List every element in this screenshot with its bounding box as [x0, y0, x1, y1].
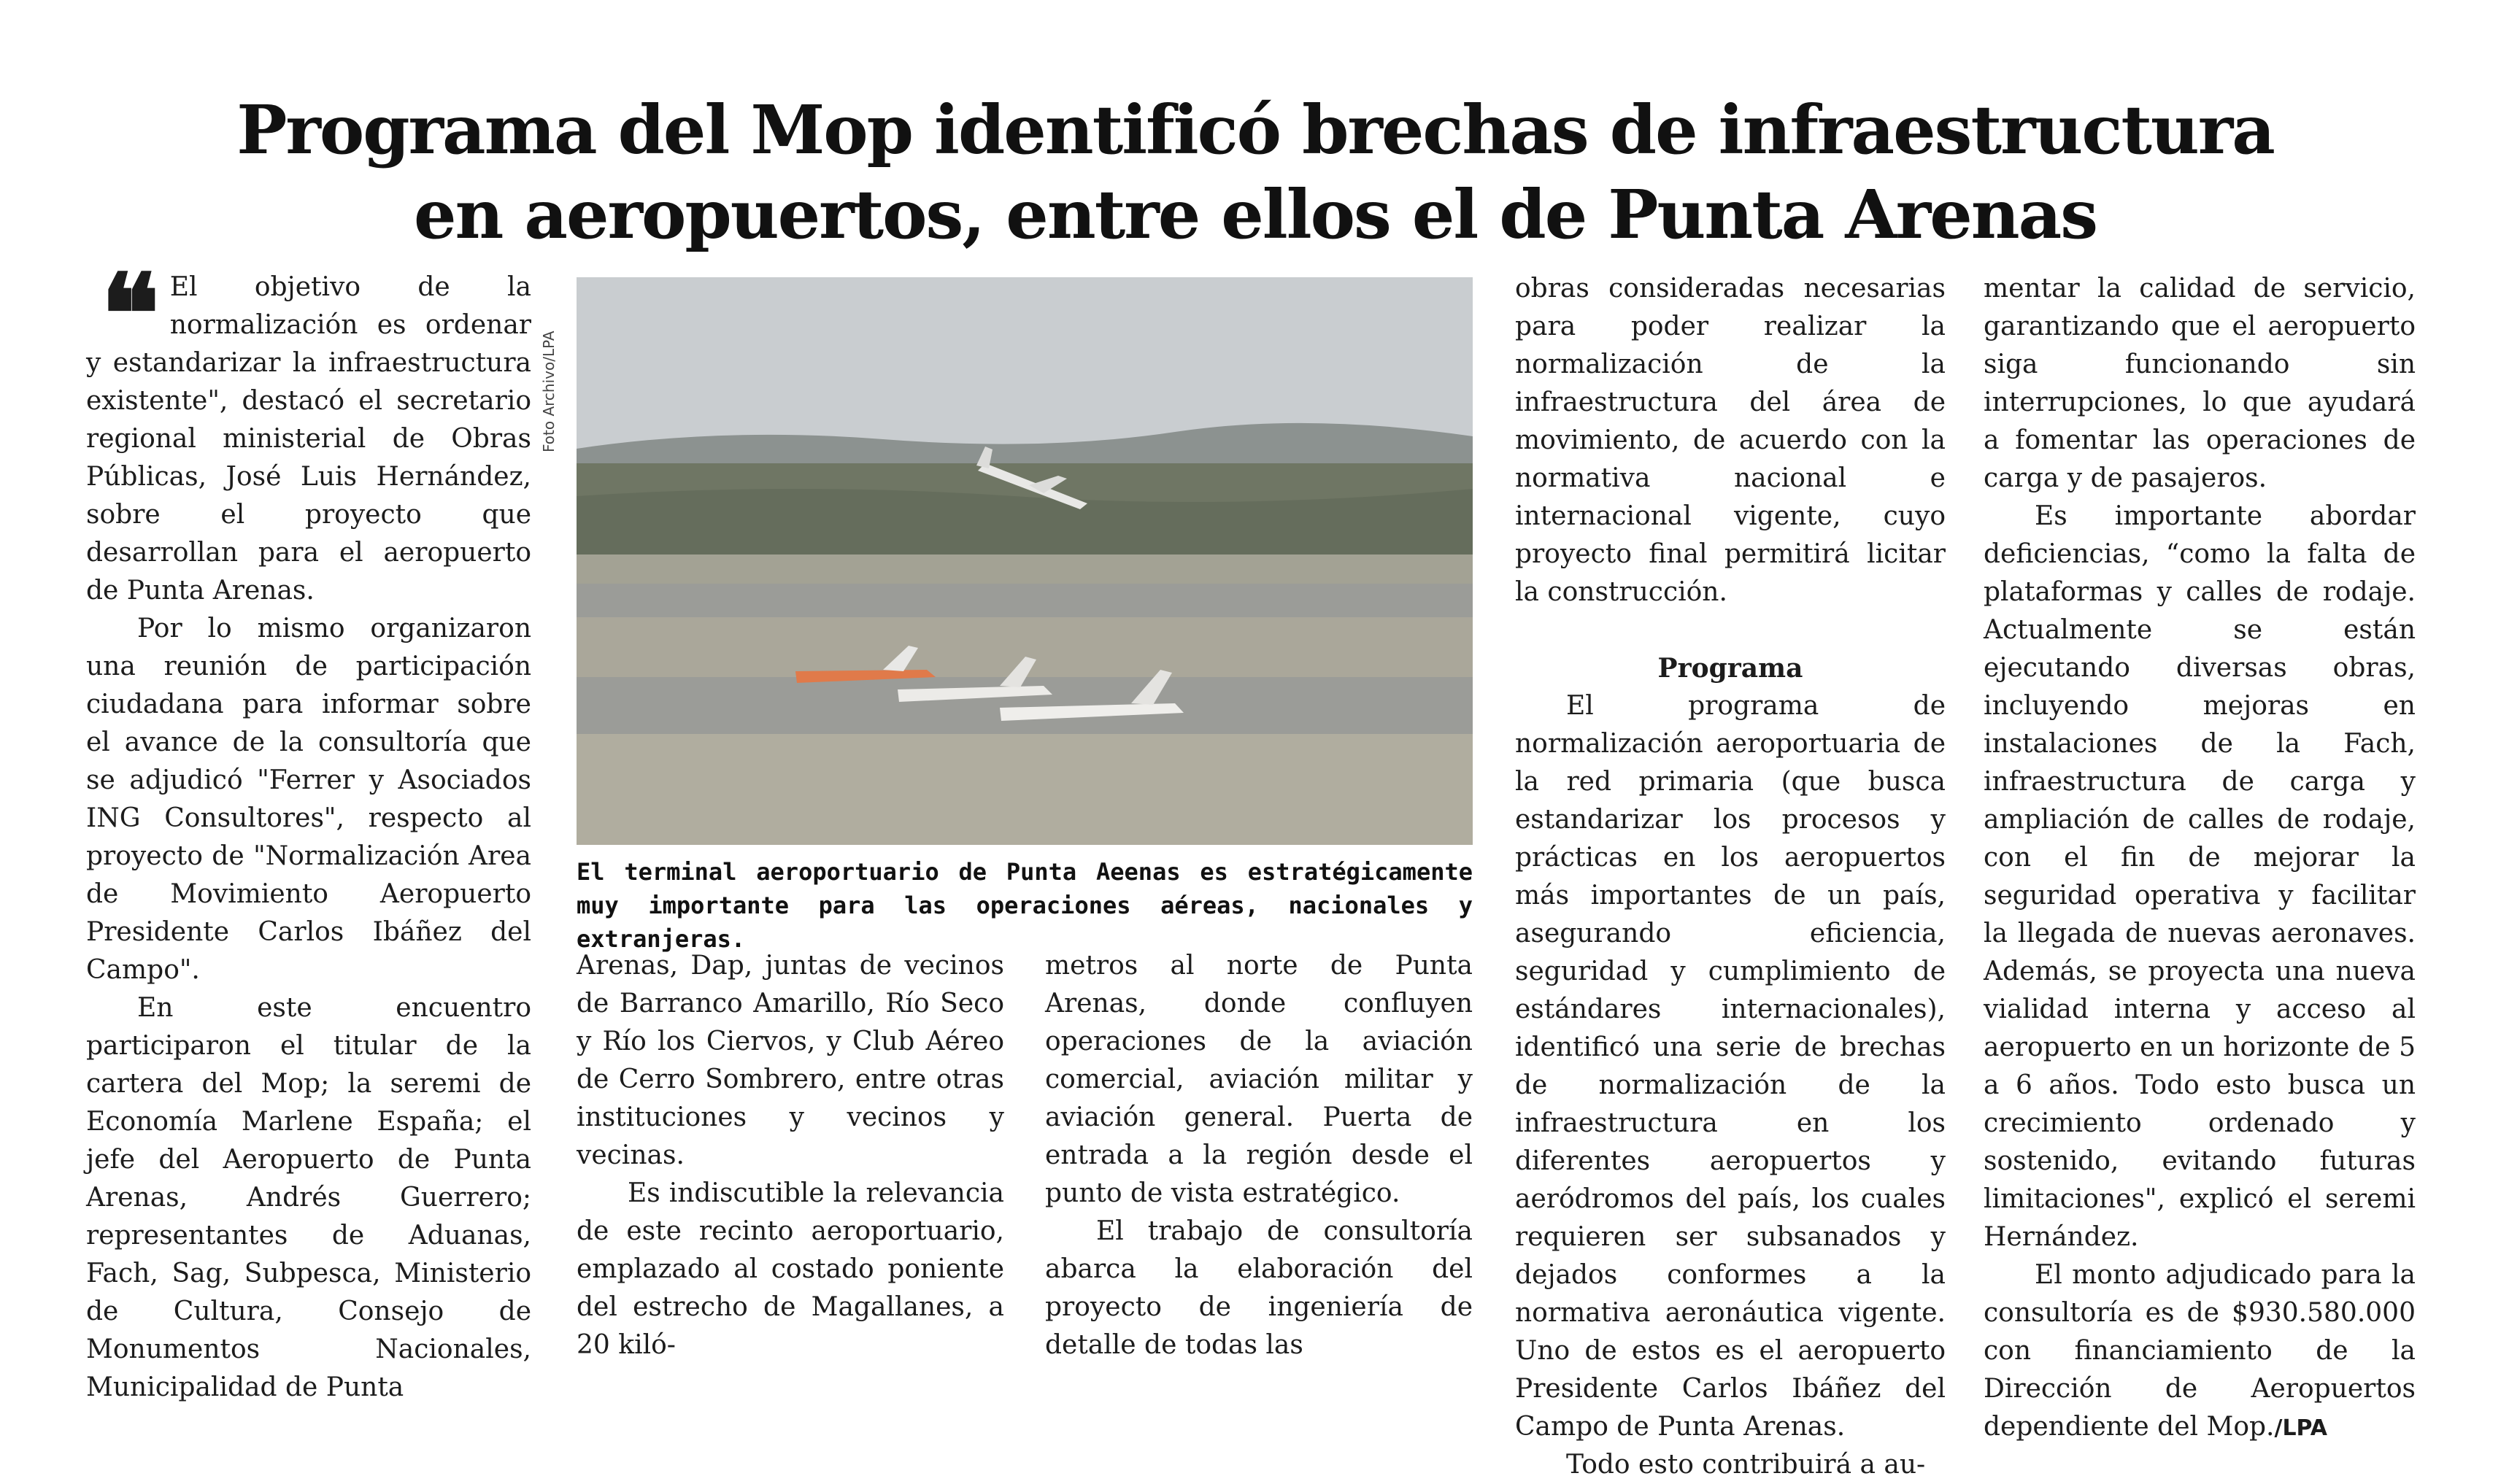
- paragraph: metros al norte de Punta Arenas, donde confluyen operaciones de la aviación comercial, aviación militar y aviación general. Puerta de entrada a la región desde el punto de vista estratégico.: [1045, 951, 1473, 1208]
- paragraph: En este encuentro participaron el titular de la cartera del Mop; la seremi de Economía Marlene España; el jefe del Aeropuerto de Punta Arenas, Andrés Guerrero; representantes de Aduanas, Fach, Sag, Subpesca, Ministerio de Cultura, Consejo de Monumentos Nacionales, Municipalidad de Punta: [86, 993, 531, 1402]
- paragraph: Arenas, Dap, juntas de vecinos de Barranco Amarillo, Río Seco y Río los Ciervos, y Club Aéreo de Cerro Sombrero, entre otras instituciones y vecinos y vecinas.: [577, 951, 1004, 1170]
- headline-line-1: Programa del Mop identificó brechas de infraestructura: [236, 90, 2274, 169]
- paragraph: El programa de normalización aeroportuaria de la red primaria (que busca estandarizar los procesos y prácticas en los aeropuertos más importantes de un país, asegurando eficiencia, seguridad y cumplimiento de estándares internacionales), identificó una serie de brechas de normalización de la infraestructura en los diferentes aeropuertos y aeródromos del país, los cuales requieren ser subsanados y dejados conformes a la normativa aeronáutica vigente. Uno de estos es el aeropuerto Presidente Carlos Ibáñez del Campo de Punta Arenas.: [1515, 691, 1946, 1442]
- article-column-5: [1984, 270, 2416, 1448]
- lead-paragraph: ❝ El objetivo de la normalización es ordenar y estandarizar la infraestructura existente", destacó el secretario regional ministerial de Obras Públicas, José Luis Hernández, sobre el proyecto que desarrollan para el aeropuerto de Punta Arenas.: [86, 250, 531, 606]
- article-column-3: [1045, 947, 1473, 1364]
- article-column-1: [86, 250, 531, 1407]
- byline: /LPA: [2274, 1415, 2328, 1441]
- airport-photo-illustration: [577, 277, 1473, 845]
- paragraph: El trabajo de consultoría abarca la elaboración del proyecto de ingeniería de detalle de todas las: [1045, 1216, 1473, 1360]
- paragraph: Es importante abordar deficiencias, “como la falta de plataformas y calles de rodaje. Actualmente se están ejecutando diversas obras, incluyendo mejoras en instalaciones de la Fach, infraestructura de carga y ampliación de calles de rodaje, con el fin de mejorar la seguridad operativa y facilitar la llegada de nuevas aeronaves. Además, se proyecta una nueva vialidad interna y acceso al aeropuerto en un horizonte de 5 a 6 años. Todo esto busca un crecimiento ordenado y sostenido, evitando futuras limitaciones", explicó el seremi Hernández.: [1984, 501, 2416, 1252]
- paragraph: El monto adjudicado para la consultoría es de $930.580.000 con financiamiento de la Dirección de Aeropuertos dependiente del Mop./LPA: [1984, 1260, 2416, 1442]
- paragraph: Es indiscutible la relevancia de este recinto aeroportuario, emplazado al costado poniente del estrecho de Magallanes, a 20 kiló-: [577, 1178, 1004, 1360]
- photo-caption: El terminal aeroportuario de Punta Aeenas es estratégicamente muy importante para las operaciones aéreas, nacionales y extranjeras.: [577, 858, 1473, 953]
- photo-credit: Foto Archivo/LPA: [540, 331, 558, 452]
- article-column-2: [577, 947, 1004, 1364]
- paragraph: obras consideradas necesarias para poder realizar la normalización de la infraestructura del área de movimiento, de acuerdo con la normativa nacional e internacional vigente, cuyo proyecto final permitirá licitar la construcción.: [1515, 274, 1946, 607]
- article-column-4: [1515, 270, 1946, 1484]
- airport-photo: [577, 277, 1473, 845]
- headline-line-2: en aeropuertos, entre ellos el de Punta Arenas: [413, 175, 2097, 254]
- headline: [219, 88, 2292, 257]
- paragraph: Todo esto contribuirá a au-: [1566, 1450, 1926, 1480]
- section-subhead: Programa: [1657, 653, 1803, 684]
- paragraph: mentar la calidad de servicio, garantizando que el aeropuerto siga funcionando sin interrupciones, lo que ayudará a fomentar las operaciones de carga y de pasajeros.: [1984, 274, 2416, 493]
- paragraph: Por lo mismo organizaron una reunión de participación ciudadana para informar sobre el avance de la consultoría que se adjudicó "Ferrer y Asociados ING Consultores", respecto al proyecto de "Normalización Area de Movimiento Aeropuerto Presidente Carlos Ibáñez del Campo".: [86, 614, 531, 985]
- open-quote-icon: ❝: [101, 250, 160, 379]
